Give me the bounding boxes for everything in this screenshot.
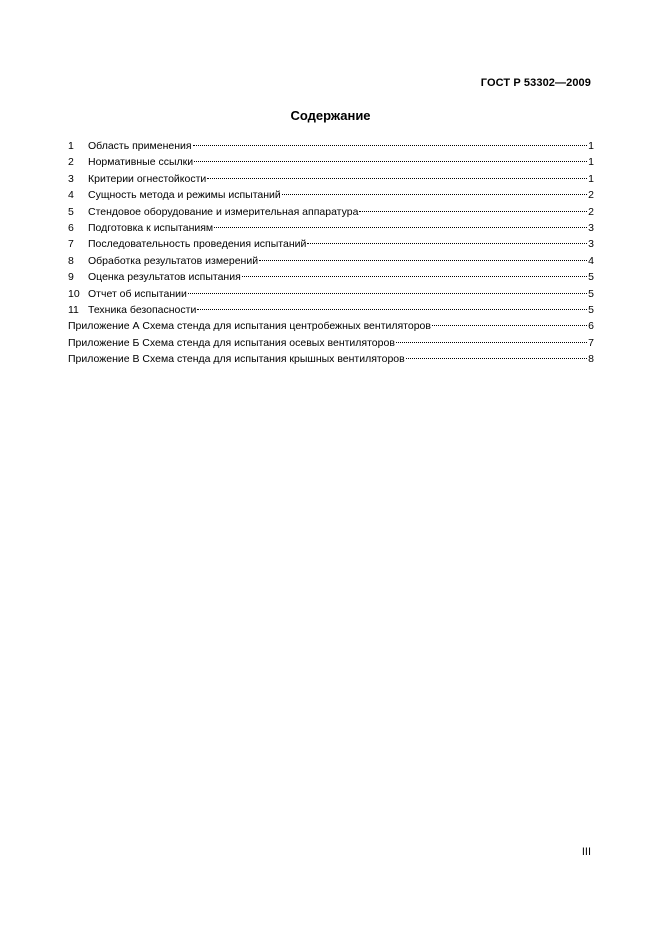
toc-entry-number: 9 xyxy=(68,271,74,284)
toc-entry-label: Отчет об испытании xyxy=(88,287,187,300)
toc-dot-leader xyxy=(214,227,587,228)
toc-entry-label: Критерии огнестойкости xyxy=(88,172,207,185)
toc-entry-number: 7 xyxy=(68,238,74,251)
toc-entry[interactable] xyxy=(68,187,594,203)
toc-entry-label: Техника безопасности xyxy=(88,303,197,316)
toc-entry-appendix[interactable] xyxy=(68,351,594,367)
toc-entry-page: 5 xyxy=(588,271,594,284)
toc-entry-page: 5 xyxy=(588,287,594,300)
document-code: ГОСТ Р 53302—2009 xyxy=(480,77,591,89)
toc-entry[interactable] xyxy=(68,154,594,170)
toc-entry[interactable] xyxy=(68,171,594,187)
toc-entry-label: Подготовка к испытаниям xyxy=(88,221,214,234)
toc-entry-page: 1 xyxy=(588,156,594,169)
toc-dot-leader xyxy=(307,243,587,244)
toc-entry-label: Оценка результатов испытания xyxy=(88,271,241,284)
toc-entry-page: 7 xyxy=(588,336,594,349)
toc-dot-leader xyxy=(188,293,587,294)
toc-entry-page: 1 xyxy=(588,140,594,152)
toc-entry[interactable] xyxy=(68,138,594,154)
toc-entry-label: Последовательность проведения испытаний xyxy=(88,238,307,251)
page-number: III xyxy=(581,846,591,858)
toc-entry-appendix[interactable] xyxy=(68,318,594,334)
toc-dot-leader xyxy=(259,260,587,261)
toc-entry-label: Приложение А Схема стенда для испытания центробежных вентиляторов xyxy=(68,320,431,333)
toc-entry[interactable] xyxy=(68,220,594,236)
toc-dot-leader xyxy=(396,342,587,343)
toc-dot-leader xyxy=(406,358,587,359)
toc-dot-leader xyxy=(282,194,587,195)
toc-entry[interactable] xyxy=(68,253,594,269)
toc-entry[interactable] xyxy=(68,302,594,318)
toc-entry-page: 3 xyxy=(588,238,594,251)
toc-entry[interactable] xyxy=(68,204,594,220)
toc-entry-number: 3 xyxy=(68,172,74,185)
toc-entry-number: 11 xyxy=(68,303,79,316)
toc-entry-number: 4 xyxy=(68,189,74,202)
toc-entry-number: 6 xyxy=(68,221,74,234)
toc-entry-page: 5 xyxy=(588,303,594,316)
toc-dot-leader xyxy=(197,309,587,310)
toc-entry-page: 3 xyxy=(588,221,594,234)
toc-entry-page: 4 xyxy=(588,254,594,267)
toc-entry-page: 6 xyxy=(588,320,594,333)
toc-entry-page: 1 xyxy=(588,172,594,185)
toc-entry-page: 2 xyxy=(588,189,594,202)
toc-entry-number: 1 xyxy=(68,140,74,152)
toc-entry-number: 2 xyxy=(68,156,74,169)
toc-entry-label: Стендовое оборудование и измерительная аппаратура xyxy=(88,205,359,218)
toc-entry-appendix[interactable] xyxy=(68,335,594,351)
toc-dot-leader xyxy=(193,145,587,146)
toc-entry[interactable] xyxy=(68,269,594,285)
toc-entry-label: Приложение Б Схема стенда для испытания осевых вентиляторов xyxy=(68,336,395,349)
toc-entry-label: Область применения xyxy=(88,140,192,152)
toc-dot-leader xyxy=(207,178,587,179)
toc-dot-leader xyxy=(432,325,587,326)
toc-entry-label: Обработка результатов измерений xyxy=(88,254,259,267)
toc-entry-number: 10 xyxy=(68,287,80,300)
toc-dot-leader xyxy=(242,276,587,277)
toc-entry-label: Сущность метода и режимы испытаний xyxy=(88,189,281,202)
toc-entry-label: Нормативные ссылки xyxy=(88,156,194,169)
toc-dot-leader xyxy=(194,161,587,162)
toc-dot-leader xyxy=(359,211,587,212)
toc-entry[interactable] xyxy=(68,236,594,252)
toc-entry-label: Приложение В Схема стенда для испытания крышных вентиляторов xyxy=(68,353,405,366)
toc-entry-number: 8 xyxy=(68,254,74,267)
toc-entry[interactable] xyxy=(68,286,594,302)
toc-entry-page: 2 xyxy=(588,205,594,218)
toc-entry-number: 5 xyxy=(68,205,74,218)
toc-title: Содержание xyxy=(290,108,371,123)
toc-entry-page: 8 xyxy=(588,353,594,366)
table-of-contents xyxy=(68,138,594,367)
